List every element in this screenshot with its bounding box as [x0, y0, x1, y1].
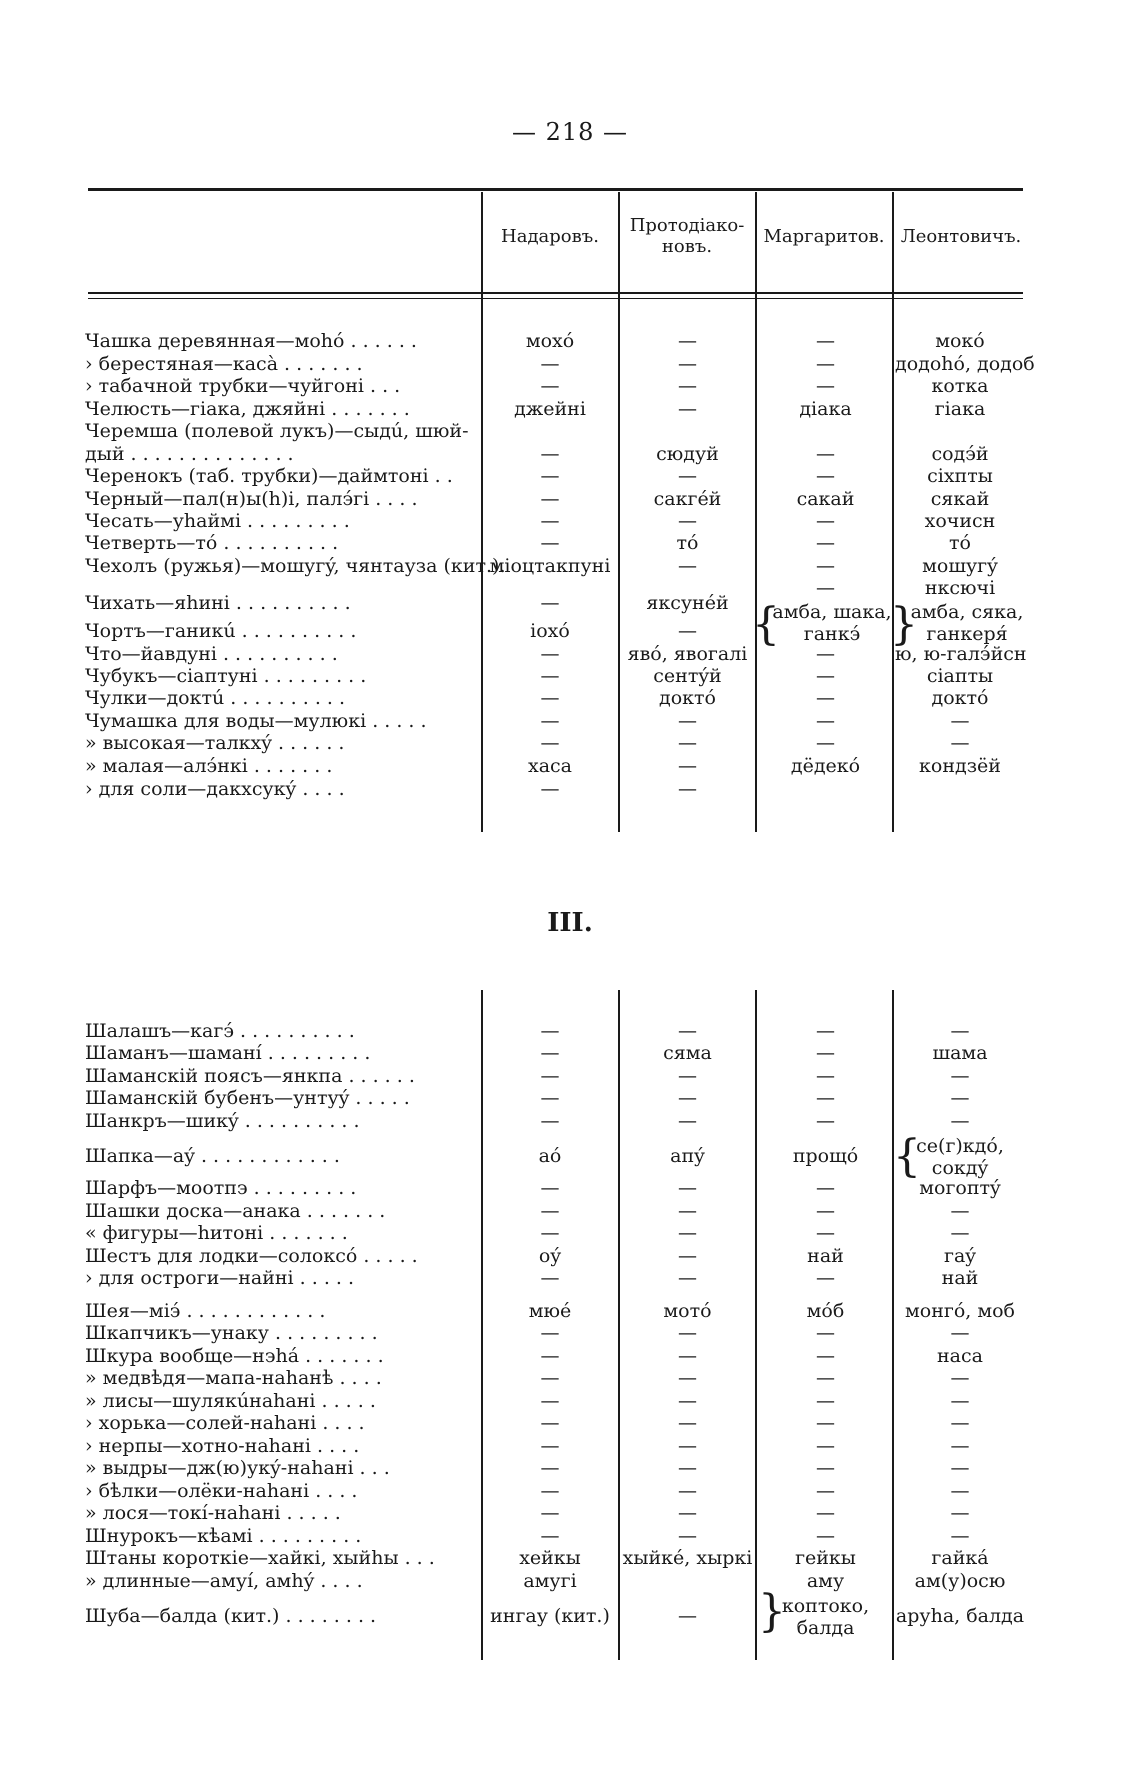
entry-cell: мотó	[663, 1300, 712, 1322]
table-header-rule-2	[88, 298, 1023, 299]
entry-cell: нксючі	[924, 577, 996, 599]
entry-cell: —	[678, 1200, 697, 1222]
entry-cell: —	[950, 710, 970, 732]
entry-cell: —	[816, 1525, 835, 1547]
entry-cell: явó, явогалі	[627, 643, 748, 665]
table-row	[0, 643, 1140, 665]
entry-term: Шапка—аý . . . . . . . . . . . .	[85, 1145, 340, 1167]
table-row	[0, 353, 1140, 375]
entry-cell: —	[816, 510, 835, 532]
entry-term: › для остроги—найні . . . . .	[85, 1267, 355, 1289]
entry-cell: —	[540, 375, 560, 397]
brace-shapka-leontovich: {	[893, 1131, 921, 1182]
entry-cell: —	[678, 1345, 697, 1367]
entry-cell: —	[950, 1502, 970, 1524]
entry-cell: —	[950, 1390, 970, 1412]
entry-cell: котка	[931, 375, 989, 397]
entry-cell: —	[950, 1525, 970, 1547]
entry-cell: —	[816, 1087, 835, 1109]
table-row	[0, 1042, 1140, 1064]
entry-cell: —	[816, 353, 835, 375]
entry-cell: мошугý	[922, 555, 998, 577]
entry-cell: —	[678, 1267, 697, 1289]
entry-cell: —	[816, 555, 835, 577]
entry-cell: коптоко, балда	[781, 1595, 870, 1639]
entry-cell: мóб	[806, 1300, 845, 1322]
table-row	[0, 1390, 1140, 1412]
entry-cell: —	[678, 710, 697, 732]
entry-cell: —	[540, 1087, 560, 1109]
entry-cell: —	[678, 1435, 697, 1457]
entry-cell: оý	[538, 1245, 562, 1267]
table-row	[0, 398, 1140, 420]
entry-cell: сюдуй	[656, 443, 719, 465]
table-row	[0, 465, 1140, 487]
entry-cell: —	[540, 488, 560, 510]
entry-cell: —	[540, 510, 560, 532]
entry-cell: —	[816, 1345, 835, 1367]
table-row	[0, 755, 1140, 777]
entry-term: Шея—міэ́ . . . . . . . . . . . .	[85, 1300, 326, 1322]
entry-cell: —	[950, 1435, 970, 1457]
entry-cell: —	[950, 1200, 970, 1222]
table-row	[0, 1570, 1140, 1592]
entry-cell: —	[678, 1245, 697, 1267]
table-row	[0, 1480, 1140, 1502]
table-row	[0, 1177, 1140, 1199]
entry-cell: —	[950, 1480, 970, 1502]
entry-term: Что—йавдуні . . . . . . . . . .	[85, 643, 338, 665]
entry-cell: —	[540, 1200, 560, 1222]
entry-cell: тó	[949, 532, 971, 554]
entry-cell: прощó	[792, 1145, 859, 1167]
entry-term: › бѣлки—олёки-наhані . . . .	[85, 1480, 358, 1502]
entry-cell: хыйкé, хыркі	[622, 1547, 753, 1569]
entry-term: Шестъ для лодки—солоксó . . . . .	[85, 1245, 418, 1267]
entry-cell: —	[816, 1435, 835, 1457]
entry-cell: гайкá	[931, 1547, 989, 1569]
entry-cell: —	[678, 1502, 697, 1524]
entry-term: › берестяная—касà . . . . . . .	[85, 353, 363, 375]
entry-cell: мюé	[528, 1300, 572, 1322]
entry-cell: —	[540, 1390, 560, 1412]
brace-left-leontovich: }	[890, 599, 918, 650]
entry-cell: —	[678, 755, 697, 777]
entry-cell: —	[950, 1457, 970, 1479]
entry-term: Чортъ—ганикú . . . . . . . . . .	[85, 620, 357, 642]
entry-term: Шуба—балда (кит.) . . . . . . . .	[85, 1605, 377, 1627]
entry-cell: доктó	[659, 687, 716, 709]
entry-cell: —	[540, 1042, 560, 1064]
entry-term: дый . . . . . . . . . . . . . .	[85, 443, 294, 465]
entry-cell: —	[950, 1322, 970, 1344]
header-protodiakonov: Протодіако- новъ.	[629, 215, 745, 257]
table-row	[0, 1367, 1140, 1389]
entry-cell: —	[816, 1502, 835, 1524]
entry-term: Штаны короткіе—хайкі, хыйhы . . .	[85, 1547, 435, 1569]
entry-cell: —	[816, 1480, 835, 1502]
entry-cell: доктó	[931, 687, 989, 709]
entry-cell: —	[950, 1020, 970, 1042]
entry-cell: —	[678, 1322, 697, 1344]
entry-cell: —	[540, 1345, 560, 1367]
entry-cell: гаý	[943, 1245, 977, 1267]
entry-cell: шама	[932, 1042, 988, 1064]
entry-cell: —	[540, 1480, 560, 1502]
entry-term: Чашка деревянная—моhó . . . . . .	[85, 330, 417, 352]
table-row	[0, 665, 1140, 687]
entry-term: » высокая—талкхý . . . . . .	[85, 732, 345, 754]
entry-cell: —	[816, 1322, 835, 1344]
entry-term: « фигуры—hитоні . . . . . . .	[85, 1222, 348, 1244]
entry-cell: —	[816, 1042, 835, 1064]
entry-cell: —	[678, 1390, 697, 1412]
entry-cell: —	[816, 1177, 835, 1199]
entry-cell: —	[540, 1412, 560, 1434]
entry-cell: —	[950, 1087, 970, 1109]
table-row	[0, 1200, 1140, 1222]
entry-cell: содэ́й	[931, 443, 989, 465]
entry-cell: —	[678, 1087, 697, 1109]
entry-cell: —	[678, 1605, 697, 1627]
entry-cell: —	[540, 353, 560, 375]
entry-term: Шкура вообще—нэhá . . . . . . .	[85, 1345, 384, 1367]
entry-cell: —	[816, 375, 835, 397]
entry-cell: —	[540, 1435, 560, 1457]
entry-cell: —	[678, 1412, 697, 1434]
entry-term: Черенокъ (таб. трубки)—даймтоні . .	[85, 465, 453, 487]
entry-cell: —	[678, 1065, 697, 1087]
entry-cell: —	[540, 1222, 560, 1244]
table-row	[0, 1267, 1140, 1289]
entry-cell: ингау (кит.)	[490, 1605, 610, 1627]
entry-term: Шаманъ—шаманí . . . . . . . . .	[85, 1042, 371, 1064]
entry-cell: іохó	[530, 620, 570, 642]
entry-cell: аму	[806, 1570, 845, 1592]
entry-cell: —	[678, 398, 697, 420]
table-top-rule	[88, 188, 1023, 191]
entry-cell: —	[678, 330, 697, 352]
entry-term: Шкапчикъ—унаку . . . . . . . . .	[85, 1322, 378, 1344]
entry-term: » выдры—дж(ю)укý-наhані . . .	[85, 1457, 390, 1479]
entry-cell: —	[540, 732, 560, 754]
entry-cell: апý	[670, 1145, 705, 1167]
entry-cell: амугі	[523, 1570, 577, 1592]
entry-cell: се(г)кдó, сокдý	[916, 1135, 1004, 1179]
entry-cell: —	[816, 1222, 835, 1244]
entry-term: Чехолъ (ружья)—мошугý, чянтауза (кит.).	[85, 555, 506, 577]
entry-cell: хочисн	[924, 510, 996, 532]
entry-cell: —	[816, 1457, 835, 1479]
entry-cell: —	[540, 1110, 560, 1132]
entry-cell: —	[678, 1177, 697, 1199]
entry-cell: сяма	[663, 1042, 712, 1064]
table-row	[0, 420, 1140, 442]
entry-term: Чихать—яhині . . . . . . . . . .	[85, 592, 351, 614]
entry-cell: —	[540, 1525, 560, 1547]
entry-cell: джейні	[514, 398, 586, 420]
table-row	[0, 1087, 1140, 1109]
entry-cell: хейкы	[519, 1547, 581, 1569]
entry-cell: —	[950, 1222, 970, 1244]
entry-cell: сакгéй	[653, 488, 722, 510]
entry-cell: —	[816, 465, 835, 487]
entry-cell: —	[816, 710, 835, 732]
entry-cell: —	[678, 778, 697, 800]
entry-cell: тó	[676, 532, 699, 554]
entry-term: Шнурокъ—кѣамі . . . . . . . . .	[85, 1525, 362, 1547]
entry-term: › табачной трубки—чуйгоні . . .	[85, 375, 401, 397]
entry-cell: —	[540, 687, 560, 709]
entry-cell: —	[816, 1367, 835, 1389]
entry-cell: —	[678, 1020, 697, 1042]
entry-term: Шалашъ—кагэ́ . . . . . . . . . .	[85, 1020, 355, 1042]
entry-cell: —	[816, 1110, 835, 1132]
entry-cell: кондзёй	[919, 755, 1001, 777]
table-row	[0, 330, 1140, 352]
entry-cell: —	[816, 532, 835, 554]
table-row	[0, 687, 1140, 709]
table-row	[0, 555, 1140, 577]
entry-term: Шашки доска—анака . . . . . . .	[85, 1200, 386, 1222]
entry-term: » лисы—шулякúнаhані . . . . .	[85, 1390, 376, 1412]
entry-term: Челюсть—гіака, джяйні . . . . . . .	[85, 398, 410, 420]
entry-cell: гейкы	[795, 1547, 856, 1569]
entry-cell: —	[540, 532, 560, 554]
page-number: — 218 —	[511, 118, 629, 146]
entry-cell: мокó	[935, 330, 985, 352]
entry-cell: гіака	[934, 398, 986, 420]
entry-cell: —	[540, 1367, 560, 1389]
entry-term: Черный—пал(н)ы(h)і, палэ́гі . . . .	[85, 488, 418, 510]
entry-cell: най	[807, 1245, 844, 1267]
table-row	[0, 1412, 1140, 1434]
entry-cell: —	[540, 665, 560, 687]
entry-cell: —	[678, 353, 697, 375]
entry-cell: могоптý	[919, 1177, 1001, 1199]
entry-cell: —	[816, 732, 835, 754]
entry-cell: —	[816, 1200, 835, 1222]
entry-cell: —	[816, 643, 835, 665]
table-row	[0, 1065, 1140, 1087]
entry-cell: —	[540, 1322, 560, 1344]
entry-cell: —	[678, 1222, 697, 1244]
entry-cell: —	[678, 1367, 697, 1389]
entry-cell: яксунéй	[646, 592, 729, 614]
entry-cell: —	[816, 1267, 835, 1289]
entry-term: Чубукъ—сіаптуні . . . . . . . . .	[85, 665, 367, 687]
table-row	[0, 532, 1140, 554]
entry-cell: ам(у)осю	[914, 1570, 1006, 1592]
entry-cell: —	[540, 1502, 560, 1524]
entry-cell: —	[816, 577, 835, 599]
entry-cell: хаса	[527, 755, 572, 777]
entry-cell: —	[540, 643, 560, 665]
entry-cell: —	[678, 510, 697, 532]
entry-cell: аруhа, балда	[895, 1605, 1025, 1627]
entry-cell: —	[678, 375, 697, 397]
entry-cell: —	[950, 1367, 970, 1389]
entry-cell: —	[816, 1020, 835, 1042]
entry-cell: —	[678, 620, 697, 642]
table-row	[0, 488, 1140, 510]
entry-term: Шаманскій бубенъ—унтуý . . . . .	[85, 1087, 410, 1109]
header-nadarov: Надаровъ.	[501, 225, 599, 247]
entry-cell: —	[540, 1065, 560, 1087]
entry-term: » лося—токí-наhані . . . . .	[85, 1502, 341, 1524]
entry-cell: —	[540, 778, 560, 800]
entry-term: › хорька—солей-наhані . . . .	[85, 1412, 365, 1434]
entry-cell: —	[678, 465, 697, 487]
section-title: III.	[547, 908, 593, 938]
entry-cell: сентýй	[653, 665, 722, 687]
table-row	[0, 1222, 1140, 1244]
table-row	[0, 1245, 1140, 1267]
entry-cell: —	[678, 732, 697, 754]
entry-term: Черемша (полевой лукъ)—сыдú, шюй-	[85, 420, 469, 442]
entry-term: Шанкръ—шикý . . . . . . . . . .	[85, 1110, 360, 1132]
entry-cell: —	[678, 1480, 697, 1502]
entry-term: » медвѣдя—мапа-наhанѣ . . . .	[85, 1367, 382, 1389]
entry-cell: —	[540, 710, 560, 732]
entry-cell: —	[816, 330, 835, 352]
table-row	[0, 1547, 1140, 1569]
entry-term: Чумашка для воды—мулюкі . . . . .	[85, 710, 427, 732]
entry-term: Чесать—уhаймі . . . . . . . . .	[85, 510, 350, 532]
brace-margaritov: амба, шака, ганкэ́	[772, 601, 892, 645]
table-row	[0, 1020, 1140, 1042]
entry-term: Чулки—доктú . . . . . . . . . .	[85, 687, 346, 709]
entry-cell: —	[540, 443, 560, 465]
entry-term: Четверть—тó . . . . . . . . . .	[85, 532, 339, 554]
table-row	[0, 1322, 1140, 1344]
entry-cell: —	[540, 1020, 560, 1042]
entry-cell: —	[816, 687, 835, 709]
table-row	[0, 732, 1140, 754]
entry-cell: міоцтакпуні	[489, 555, 611, 577]
table-row	[0, 1435, 1140, 1457]
entry-cell: сіапты	[926, 665, 994, 687]
entry-cell: —	[678, 555, 697, 577]
entry-term: » длинные—амуí, амhý . . . .	[85, 1570, 363, 1592]
entry-cell: наса	[937, 1345, 983, 1367]
entry-cell: —	[950, 732, 970, 754]
entry-cell: дёдекó	[790, 755, 861, 777]
table-row	[0, 1300, 1140, 1322]
entry-term: › для соли—дакхсукý . . . .	[85, 778, 345, 800]
table-header-rule	[88, 292, 1023, 294]
entry-cell: діака	[799, 398, 852, 420]
entry-cell: —	[540, 1267, 560, 1289]
entry-cell: най	[941, 1267, 979, 1289]
entry-cell: —	[950, 1110, 970, 1132]
entry-cell: —	[540, 1177, 560, 1199]
table-row	[0, 443, 1140, 465]
header-margaritov: Маргаритов.	[763, 225, 885, 247]
table-row	[0, 1135, 1140, 1179]
entry-cell: сякай	[930, 488, 990, 510]
entry-cell: монгó, моб	[904, 1300, 1015, 1322]
header-leontovich: Леонтовичъ.	[900, 225, 1022, 247]
entry-cell: аó	[538, 1145, 562, 1167]
entry-cell: —	[816, 1412, 835, 1434]
table-row	[0, 1110, 1140, 1132]
entry-cell: —	[816, 1390, 835, 1412]
entry-cell: —	[950, 1065, 970, 1087]
entry-cell: додоhó, додоб	[895, 353, 1035, 375]
entry-cell: —	[816, 1065, 835, 1087]
table-row	[0, 510, 1140, 532]
brace-shuba-margaritov: }	[758, 1586, 786, 1637]
table-row	[0, 1502, 1140, 1524]
table-row	[0, 778, 1140, 800]
entry-cell: —	[540, 1457, 560, 1479]
entry-cell: —	[816, 665, 835, 687]
entry-cell: —	[540, 465, 560, 487]
entry-cell: —	[950, 1412, 970, 1434]
table-row	[0, 1595, 1140, 1639]
entry-cell: —	[678, 1457, 697, 1479]
entry-term: Шаманскій поясъ—янкпа . . . . . .	[85, 1065, 415, 1087]
table-row	[0, 1345, 1140, 1367]
entry-cell: —	[540, 592, 560, 614]
entry-cell: мохó	[525, 330, 575, 352]
brace-leontovich: амба, сяка, ганкеря́	[910, 601, 1024, 645]
entry-term: › нерпы—хотно-наhані . . . .	[85, 1435, 360, 1457]
table-row	[0, 375, 1140, 397]
entry-term: Шарфъ—моотпэ . . . . . . . . .	[85, 1177, 357, 1199]
table-row	[0, 1457, 1140, 1479]
table-row	[0, 1525, 1140, 1547]
entry-cell: сіхпты	[927, 465, 993, 487]
entry-cell: —	[678, 1110, 697, 1132]
entry-cell: ю, ю-галэ́йсн	[895, 643, 1027, 665]
entry-cell: сакай	[796, 488, 855, 510]
entry-cell: —	[816, 443, 835, 465]
entry-term: » малая—алэ́нкі . . . . . . .	[85, 755, 333, 777]
brace-left-margaritov: {	[752, 599, 780, 650]
entry-cell: —	[678, 1525, 697, 1547]
table-row	[0, 710, 1140, 732]
